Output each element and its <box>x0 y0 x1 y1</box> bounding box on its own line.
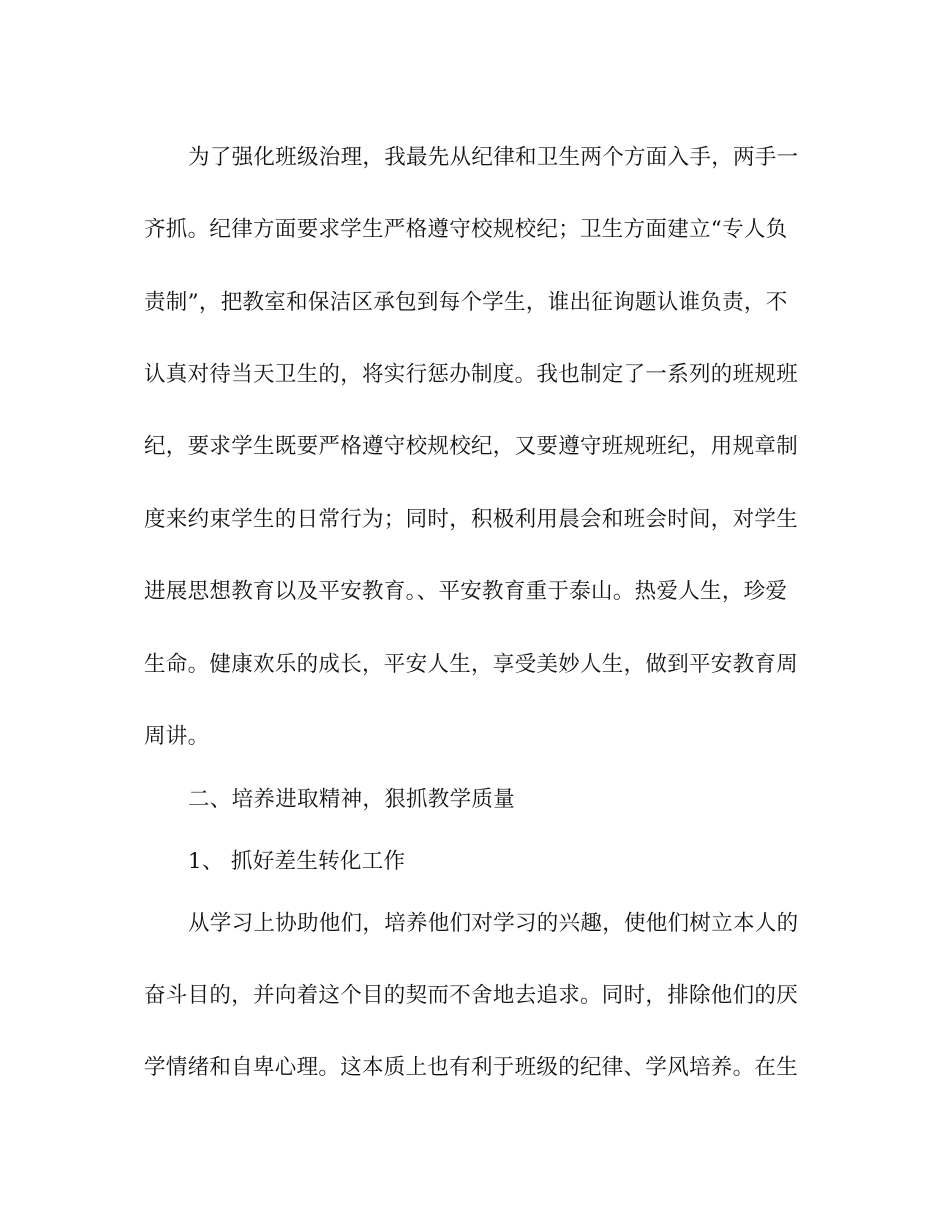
paragraph-1-line-3: 责制”，把教室和保洁区承包到每个学生，谁出征询题认谁负责，不 <box>144 290 788 315</box>
paragraph-1-line-2: 齐抓。纪律方面要求学生严格遵守校规校纪；卫生方面建立“专人负 <box>144 217 788 242</box>
paragraph-1-line-8: 生命。健康欢乐的成长，平安人生，享受美妙人生，做到平安教育周 <box>144 652 799 677</box>
paragraph-1-line-1: 为了强化班级治理，我最先从纪律和卫生两个方面入手，两手一 <box>188 145 799 170</box>
paragraph-1-line-6: 度来约束学生的日常行为；同时，积极利用晨会和班会时间，对学生 <box>144 507 799 532</box>
paragraph-1-line-7: 进展思想教育以及平安教育。、平安教育重于泰山。热爱人生，珍爱 <box>144 579 788 604</box>
paragraph-1-line-5: 纪，要求学生既要严格遵守校规校纪，又要遵守班规班纪，用规章制 <box>144 434 799 459</box>
paragraph-2-line-3: 学情绪和自卑心理。这本质上也有利于班级的纪律、学风培养。在生 <box>144 1055 799 1080</box>
section-heading: 二、培养进取精神，狠抓教学质量 <box>188 787 516 812</box>
paragraph-1-line-4: 认真对待当天卫生的，将实行惩办制度。我也制定了一系列的班规班 <box>144 362 799 387</box>
paragraph-2-line-2: 奋斗目的，并向着这个目的契而不舍地去追求。同时，排除他们的厌 <box>144 983 799 1008</box>
paragraph-1-line-9: 周讲。 <box>144 724 210 749</box>
subsection-heading: 1、 抓好差生转化工作 <box>188 849 406 874</box>
paragraph-2-line-1: 从学习上协助他们，培养他们对学习的兴趣，使他们树立本人的 <box>188 911 799 936</box>
